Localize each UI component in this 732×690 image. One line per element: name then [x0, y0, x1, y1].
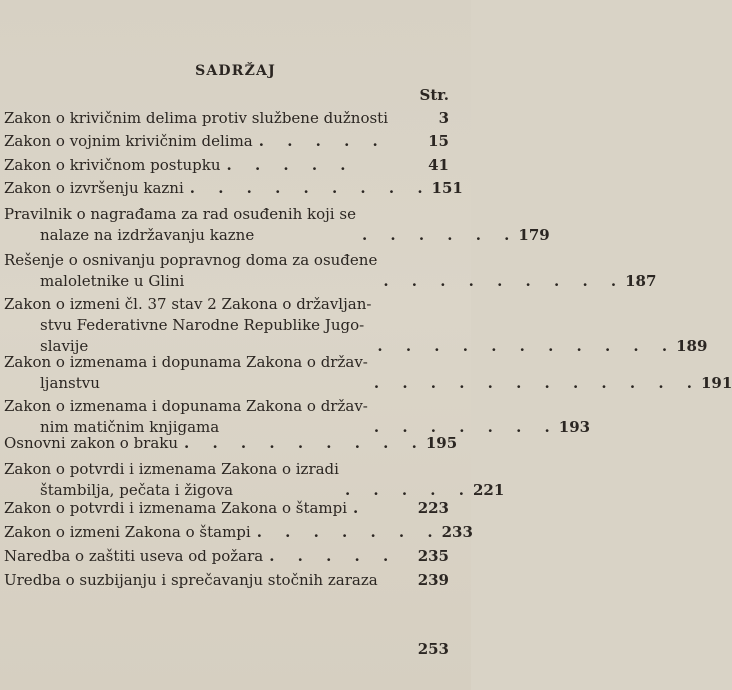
- leader-dots: . . . . .: [269, 547, 398, 565]
- leader-dots: . . . . . . .: [256, 523, 442, 541]
- toc-entry-page: 235: [417, 547, 449, 565]
- toc-entry: [4, 498, 449, 519]
- leader-dots: . . . . .: [258, 132, 387, 150]
- toc-entry-title: Uredba o suzbijanju i sprečavanju stočnih zaraza: [4, 571, 378, 589]
- toc-entry-title: Naredba o zaštiti useva od požara: [4, 547, 264, 565]
- toc-entry-page: 195: [425, 434, 458, 452]
- toc-entry-title: Zakon o vojnim krivičnim delima: [4, 132, 253, 150]
- leader-dots: . . . . . . . . .: [184, 434, 426, 452]
- toc-entry-title: Zakon o izvršenju kazni: [4, 179, 184, 197]
- toc-entry: [4, 294, 708, 357]
- toc-entry: [4, 178, 463, 199]
- toc-entry-title-cont: štambilja, pečata i žigova: [40, 481, 234, 499]
- toc-entry-page: 187: [625, 272, 657, 290]
- toc-entry-page: 15: [428, 132, 449, 150]
- toc-entry-title: Zakon o izmeni čl. 37 stav 2 Zakona o državljan-: [4, 295, 372, 313]
- toc-entry-page: 41: [428, 156, 449, 174]
- leader-dots: . . . . .: [226, 156, 355, 174]
- toc-entry-title: Zakon o izmenama i dopunama Zakona o držav-: [4, 397, 368, 415]
- leader-dots: . . . . . . . . . . . .: [373, 374, 701, 392]
- toc-entry: [4, 108, 449, 129]
- toc-entry: [4, 570, 449, 591]
- toc-entry: [4, 250, 657, 292]
- toc-entry-page: 191: [701, 374, 732, 392]
- leader-dots: . . . . . . . . .: [383, 272, 626, 290]
- toc-entry-title-cont: maloletnike u Glini: [40, 272, 185, 290]
- toc-entry-title: Zakon o krivičnim delima protiv službene dužnosti: [4, 109, 388, 127]
- page-column-label: Str.: [419, 86, 449, 104]
- toc-entry: [4, 204, 550, 246]
- leader-dots: . . . . . . . . . . .: [377, 337, 677, 355]
- toc-entry-page: 233: [441, 523, 473, 541]
- toc-entry-title: Zakon o izmenama i dopunama Zakona o držav-: [4, 353, 368, 371]
- toc-entry-page: 189: [676, 337, 708, 355]
- toc-entry-page: 3: [438, 109, 449, 127]
- toc-entry: [4, 155, 449, 176]
- toc-entry: [4, 396, 591, 438]
- toc-entry-title-cont: nalaze na izdržavanju kazne: [40, 226, 255, 244]
- toc-entry-title-cont: nim matičnim knjigama: [40, 418, 220, 436]
- toc-entry-title: Osnovni zakon o braku: [4, 434, 179, 452]
- toc-entry: [4, 131, 449, 152]
- toc-entry: [4, 433, 458, 454]
- toc-entry-page: 221: [472, 481, 505, 499]
- page-number: 253: [417, 640, 449, 658]
- contents-heading: SADRŽAJ: [195, 63, 276, 79]
- toc-entry-title: Zakon o izmeni Zakona o štampi: [4, 523, 251, 541]
- toc-entry-title: Zakon o potvrdi i izmenama Zakona o izradi: [4, 460, 339, 478]
- leader-dots: . . . . . . .: [373, 418, 559, 436]
- toc-entry: [4, 459, 505, 501]
- toc-entry: [4, 352, 732, 394]
- toc-entry-page: 193: [558, 418, 591, 436]
- toc-entry-title: Zakon o krivičnom postupku: [4, 156, 221, 174]
- leader-dots: .: [353, 499, 368, 517]
- toc-entry-title: Pravilnik o nagrađama za rad osuđenih koji se: [4, 205, 356, 223]
- leader-dots: . . . . . . . . .: [189, 179, 432, 197]
- leader-dots: . . . . . .: [361, 226, 519, 244]
- toc-entry-page: 239: [417, 571, 449, 589]
- toc-entry: [4, 546, 449, 567]
- toc-entry-title: Zakon o potvrdi i izmenama Zakona o štampi: [4, 499, 348, 517]
- toc-entry-title-cont: slavije: [40, 337, 89, 355]
- toc-entry-title-cont: stvu Federativne Narodne Republike Jugo-: [40, 316, 365, 334]
- toc-entry-title: Rešenje o osnivanju popravnog doma za osuđene: [4, 251, 378, 269]
- toc-entry: [4, 522, 473, 543]
- toc-entry-page: 223: [417, 499, 449, 517]
- toc-entry-title-cont: ljanstvu: [40, 374, 100, 392]
- toc-entry-page: 151: [431, 179, 463, 197]
- toc-entry-page: 179: [518, 226, 550, 244]
- leader-dots: . . . . .: [344, 481, 473, 499]
